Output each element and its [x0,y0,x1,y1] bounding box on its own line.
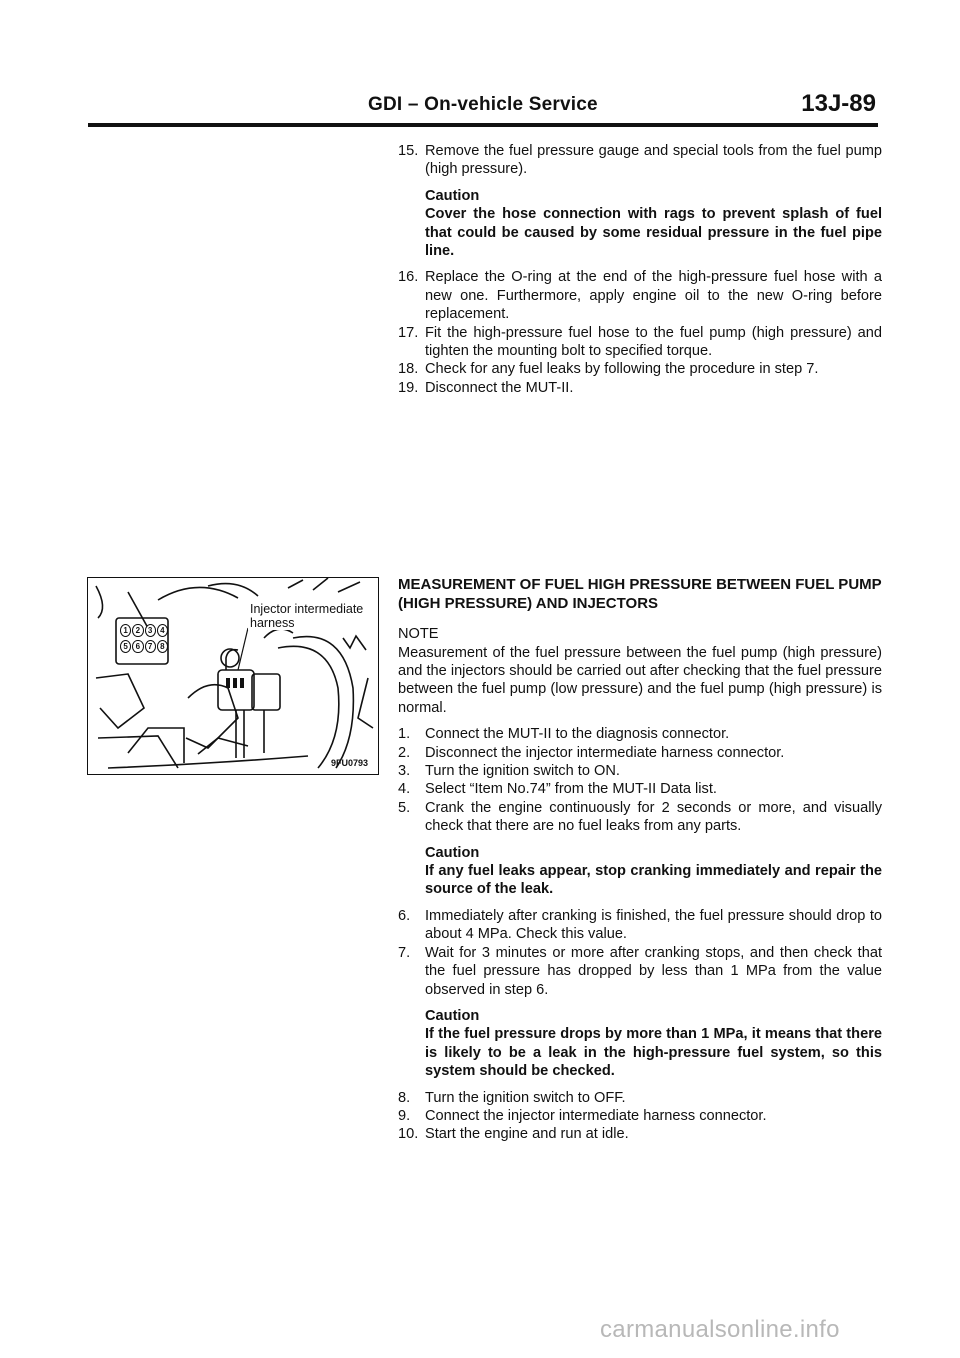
pin-number: 4 [157,624,168,637]
step-text: Wait for 3 minutes or more after cranking stops, and then check that the fuel pressure has dropped by less than 1 MPa from the value observed in step 6. [425,944,882,998]
note-text: Measurement of the fuel pressure between the fuel pump (high pressure) and the injectors should be carried out after checking that the fuel pressure between the fuel pump (low pressure) and the fuel pump (high pressure) is normal. [398,644,882,716]
note-block [398,625,882,717]
step-16 [398,268,882,323]
pin-number: 3 [145,624,156,637]
step-5 [398,799,882,836]
step-text: Disconnect the injector intermediate harness connector. [425,744,785,761]
pin-number: 1 [120,624,131,637]
step-3 [398,762,882,780]
pin-number: 2 [132,624,143,637]
caution-block [425,844,882,899]
step-text: Connect the injector intermediate harness connector. [425,1107,767,1124]
step-text: Turn the ignition switch to ON. [425,763,620,780]
figure-code: 9FU0793 [330,758,368,768]
step-6 [398,907,882,944]
connector-pin-diagram [120,624,168,653]
step-text: Crank the engine continuously for 2 seconds or more, and visually check that there are no fuel leaks from any parts. [425,799,882,835]
section-title: MEASUREMENT OF FUEL HIGH PRESSURE BETWEEN FUEL PUMP (HIGH PRESSURE) AND INJECTORS [398,576,882,612]
step-17 [398,324,882,361]
step-number: 2. [398,744,411,761]
caution-text: If any fuel leaks appear, stop cranking immediately and repair the source of the leak. [425,863,882,898]
figure-callout-label [248,602,365,630]
step-number: 6. [398,907,411,924]
step-number: 18. [398,361,419,378]
step-text: Select “Item No.74” from the MUT-II Data list. [425,781,717,798]
step-9 [398,1107,882,1125]
step-text: Immediately after cranking is finished, the fuel pressure should drop to about 4 MPa. Check this value. [425,907,882,943]
step-text: Turn the ignition switch to OFF. [425,1089,626,1106]
step-2 [398,744,882,762]
page-number: 13J-89 [801,90,876,117]
pin-number: 7 [145,640,156,653]
step-text: Start the engine and run at idle. [425,1126,629,1143]
step-number: 17. [398,324,419,341]
step-number: 4. [398,781,411,798]
step-text: Check for any fuel leaks by following the procedure in step 7. [425,361,819,378]
step-text: Connect the MUT-II to the diagnosis connector. [425,726,730,743]
section-header-title: GDI – On-vehicle Service [368,94,598,115]
step-text: Disconnect the MUT-II. [425,379,574,396]
step-number: 19. [398,379,419,396]
step-18 [398,360,882,378]
step-10 [398,1125,882,1143]
measurement-section [398,576,882,1144]
top-procedure [398,142,882,397]
header-rule [88,123,878,127]
step-number: 10. [398,1126,419,1143]
caution-label: Caution [425,844,480,861]
step-1 [398,725,882,743]
caution-block [425,187,882,261]
step-text: Fit the high-pressure fuel hose to the fuel pump (high pressure) and tighten the mounting bolt to specified torque. [425,324,882,360]
step-8 [398,1089,882,1107]
step-number: 9. [398,1107,411,1124]
watermark: carmanualsonline.info [600,1316,840,1343]
caution-text: Cover the hose connection with rags to prevent splash of fuel that could be caused by some residual pressure in the fuel pipe line. [425,206,882,260]
pin-number: 8 [157,640,168,653]
caution-label: Caution [425,187,480,204]
step-number: 7. [398,944,411,961]
step-15 [398,142,882,179]
note-label: NOTE [398,626,439,643]
step-number: 5. [398,799,411,816]
caution-block [425,1007,882,1081]
step-text: Remove the fuel pressure gauge and special tools from the fuel pump (high pressure). [425,143,882,178]
caution-label: Caution [425,1007,480,1024]
step-number: 8. [398,1089,411,1106]
step-number: 3. [398,763,411,780]
injector-harness-figure [87,577,379,775]
pin-number: 5 [120,640,131,653]
step-text: Replace the O-ring at the end of the high-pressure fuel hose with a new one. Furthermore, apply engine oil to the new O-ring before replacement. [425,269,882,323]
callout-line-2: harness [250,616,295,630]
step-7 [398,944,882,999]
callout-line-1: Injector intermediate [250,602,364,616]
step-19 [398,379,882,397]
pin-number: 6 [132,640,143,653]
step-number: 15. [398,143,419,159]
caution-text: If the fuel pressure drops by more than 1 MPa, it means that there is likely to be a leak in the high-pressure fuel system, so this system should be checked. [425,1026,882,1080]
step-4 [398,780,882,798]
step-number: 16. [398,269,419,286]
step-number: 1. [398,726,411,743]
